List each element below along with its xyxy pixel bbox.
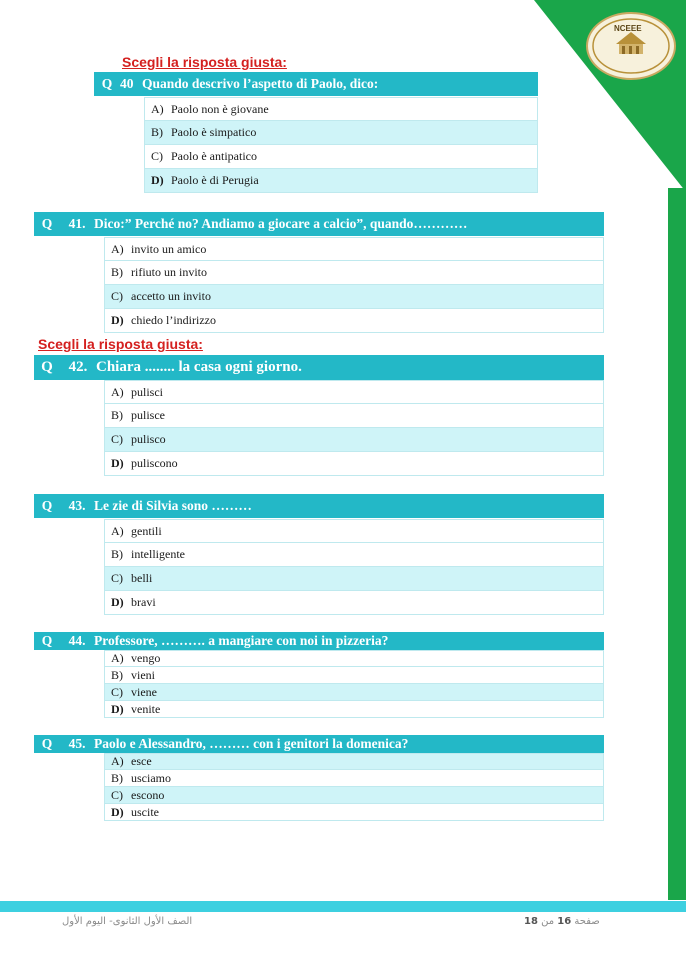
instruction-title-top: Scegli la risposta giusta: — [122, 54, 287, 70]
footer-page-number — [524, 916, 600, 927]
question-44-header — [34, 632, 604, 650]
option-b[interactable]: B) pulisce — [104, 404, 604, 428]
page-current: 16 — [557, 916, 572, 927]
question-43-options — [104, 519, 604, 615]
option-b[interactable]: B) rifiuto un invito — [104, 261, 604, 285]
q-label: Q — [41, 498, 53, 513]
question-number: 41. — [68, 216, 86, 231]
question-45-header — [34, 735, 604, 753]
option-d[interactable]: D) uscite — [104, 804, 604, 821]
question-number: 44. — [68, 633, 86, 648]
option-a[interactable]: A) Paolo non è giovane — [144, 97, 538, 121]
option-d[interactable]: D) puliscono — [104, 452, 604, 476]
page-word: صفحة — [574, 916, 600, 927]
question-44-options — [104, 650, 604, 718]
logo-text: NCEEE — [614, 24, 642, 33]
option-c[interactable]: C) belli — [104, 567, 604, 591]
option-d[interactable]: D) Paolo è di Perugia — [144, 169, 538, 193]
option-a[interactable]: A) invito un amico — [104, 237, 604, 261]
q-label: Q — [101, 76, 113, 91]
footer-left-text: الصف الأول الثانوى- اليوم الأول — [62, 916, 193, 927]
option-c[interactable]: C) Paolo è antipatico — [144, 145, 538, 169]
question-text: Le zie di Silvia sono ……… — [94, 498, 252, 513]
option-a[interactable]: A) gentili — [104, 519, 604, 543]
option-b[interactable]: B) usciamo — [104, 770, 604, 787]
question-text: Paolo e Alessandro, ……… con i genitori la domenica? — [94, 736, 409, 751]
question-45-options — [104, 753, 604, 821]
instruction-title-middle: Scegli la risposta giusta: — [38, 336, 203, 352]
of-word: من — [541, 916, 555, 927]
question-41-header — [34, 212, 604, 236]
q-label: Q — [41, 216, 53, 231]
option-b[interactable]: B) Paolo è simpatico — [144, 121, 538, 145]
question-number: 42. — [68, 359, 88, 375]
option-a[interactable]: A) pulisci — [104, 380, 604, 404]
question-40-options — [144, 97, 538, 193]
question-number: 45. — [68, 736, 86, 751]
option-b[interactable]: B) intelligente — [104, 543, 604, 567]
question-42-options — [104, 380, 604, 476]
footer-divider — [0, 901, 686, 912]
option-d[interactable]: D) bravi — [104, 591, 604, 615]
question-number: 43. — [68, 498, 86, 513]
question-text: Quando descrivo l’aspetto di Paolo, dico: — [142, 76, 379, 91]
option-d[interactable]: D) venite — [104, 701, 604, 718]
q-label: Q — [41, 736, 53, 751]
option-d[interactable]: D) chiedo l’indirizzo — [104, 309, 604, 333]
question-text: Chiara ........ la casa ogni giorno. — [96, 359, 302, 375]
option-b[interactable]: B) vieni — [104, 667, 604, 684]
nceee-logo — [586, 12, 676, 80]
question-42-header — [34, 355, 604, 380]
option-c[interactable]: C) accetto un invito — [104, 285, 604, 309]
question-number: 40 — [120, 76, 134, 91]
option-c[interactable]: C) pulisco — [104, 428, 604, 452]
question-43-header — [34, 494, 604, 518]
q-label: Q — [41, 359, 53, 375]
option-a[interactable]: A) vengo — [104, 650, 604, 667]
question-text: Professore, ………. a mangiare con noi in pizzeria? — [94, 633, 389, 648]
q-label: Q — [41, 633, 53, 648]
option-c[interactable]: C) viene — [104, 684, 604, 701]
page-total: 18 — [524, 916, 538, 927]
question-40-header — [94, 72, 538, 96]
question-text: Dico:” Perché no? Andiamo a giocare a calcio”, quando………… — [94, 216, 468, 231]
option-c[interactable]: C) escono — [104, 787, 604, 804]
question-41-options — [104, 237, 604, 333]
option-a[interactable]: A) esce — [104, 753, 604, 770]
